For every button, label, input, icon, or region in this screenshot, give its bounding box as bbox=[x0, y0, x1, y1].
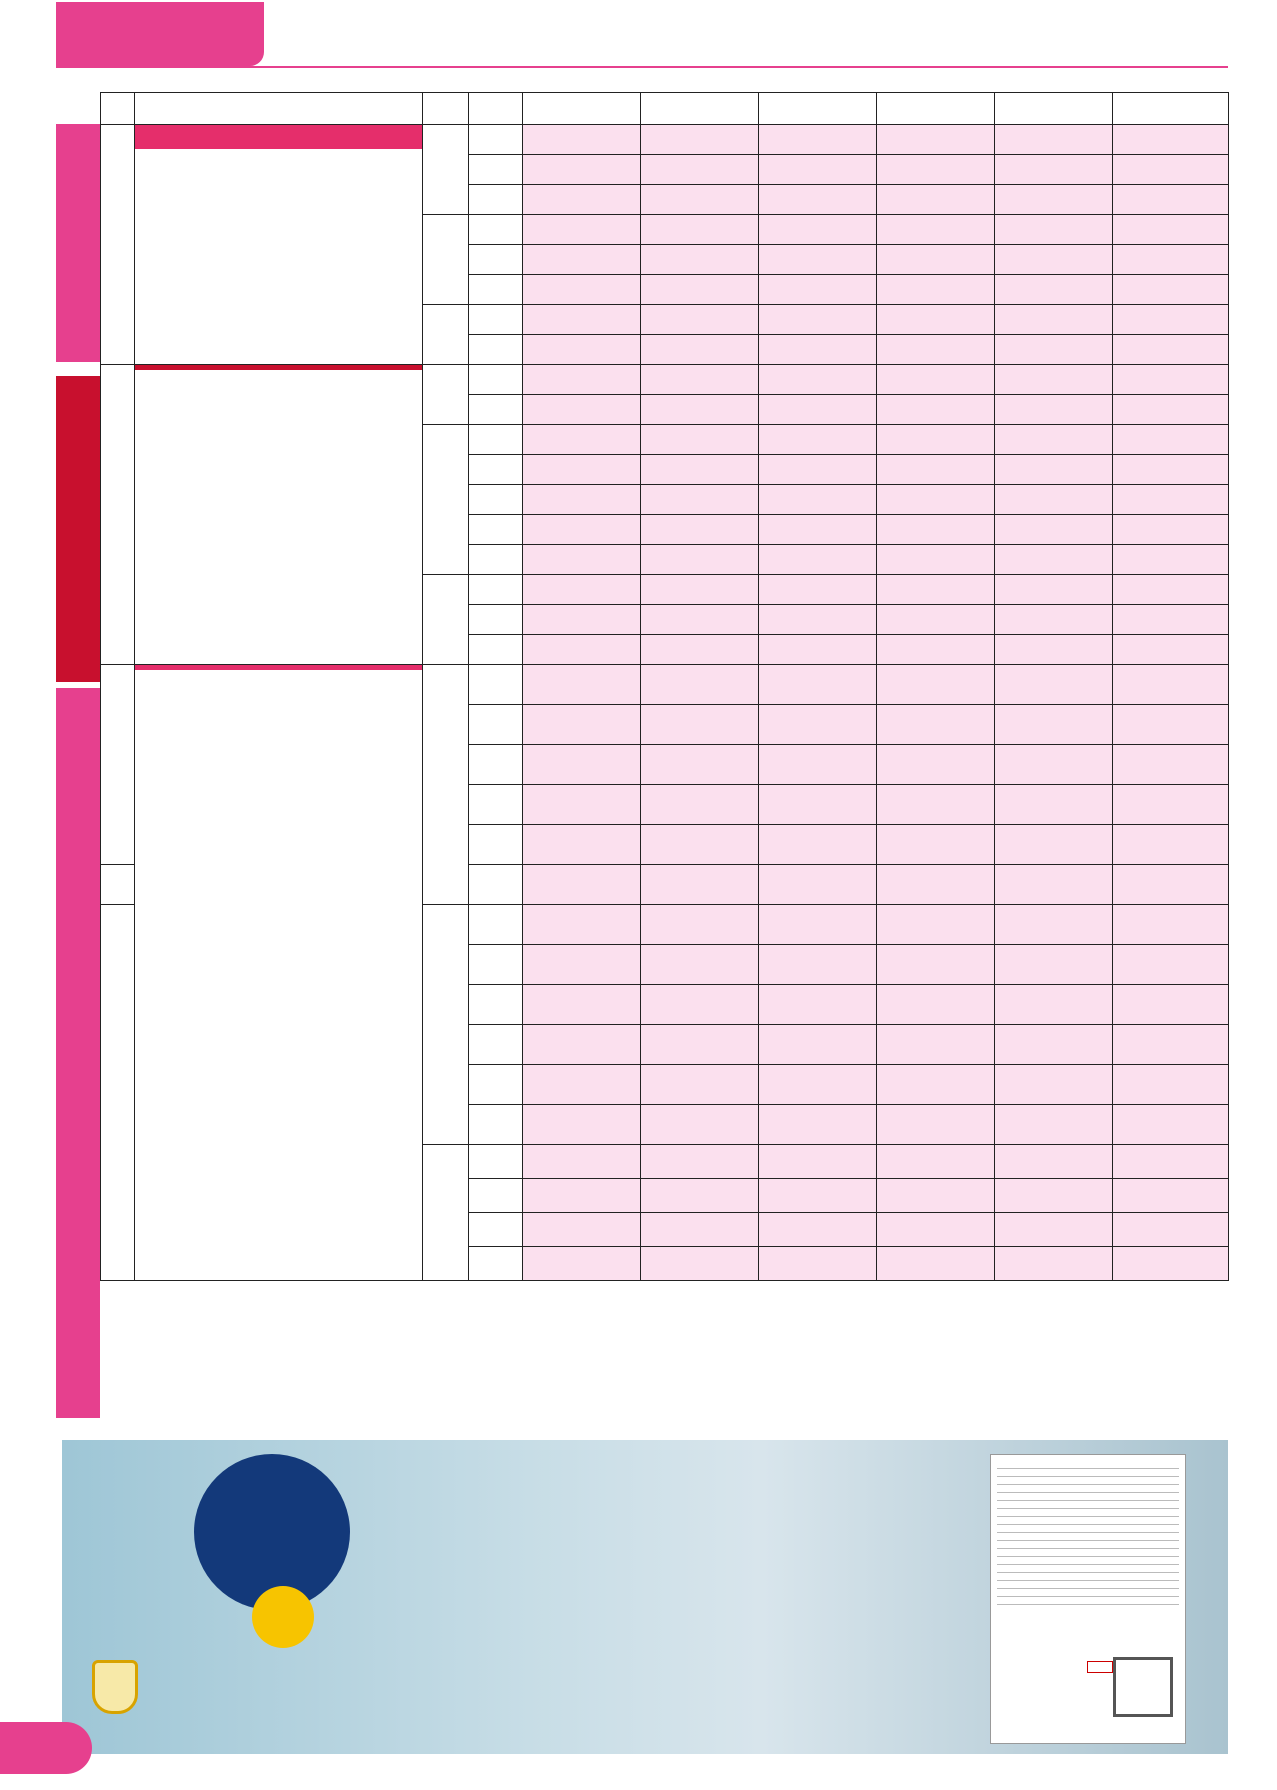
schedule-row bbox=[101, 365, 1229, 395]
doctor-cell bbox=[523, 785, 641, 825]
doctor-stamp-icon bbox=[1087, 1661, 1113, 1673]
doctor-cell bbox=[1113, 1145, 1229, 1179]
doctor-cell bbox=[523, 665, 641, 705]
doctor-cell bbox=[759, 1105, 877, 1145]
period-cell bbox=[423, 1145, 469, 1281]
doctor-cell[interactable] bbox=[641, 985, 759, 1025]
location-cell bbox=[101, 865, 135, 905]
doctor-cell[interactable] bbox=[877, 1025, 995, 1065]
doctor-cell bbox=[641, 425, 759, 455]
room-cell bbox=[469, 1179, 523, 1213]
doctor-cell[interactable] bbox=[877, 455, 995, 485]
doctor-cell[interactable] bbox=[641, 1213, 759, 1247]
col-room bbox=[469, 93, 523, 125]
doctor-cell bbox=[759, 365, 877, 395]
period-cell bbox=[423, 425, 469, 575]
hospital-logo-icon bbox=[92, 1660, 138, 1714]
doctor-cell bbox=[1113, 705, 1229, 745]
doctor-cell[interactable] bbox=[995, 395, 1113, 425]
room-cell bbox=[469, 335, 523, 365]
doctor-cell[interactable] bbox=[995, 825, 1113, 865]
doctor-cell[interactable] bbox=[995, 1145, 1113, 1179]
doctor-cell[interactable] bbox=[877, 1105, 995, 1145]
schedule-row bbox=[101, 125, 1229, 155]
doctor-cell bbox=[523, 905, 641, 945]
doctor-cell bbox=[641, 1145, 759, 1179]
doctor-cell bbox=[1113, 425, 1229, 455]
doctor-cell bbox=[877, 275, 995, 305]
period-cell bbox=[423, 125, 469, 215]
doctor-cell bbox=[1113, 605, 1229, 635]
doctor-cell bbox=[877, 485, 995, 515]
room-cell bbox=[469, 785, 523, 825]
period-cell bbox=[423, 905, 469, 1145]
doctor-cell bbox=[995, 905, 1113, 945]
doctor-cell bbox=[1113, 245, 1229, 275]
side-label-thoracic bbox=[56, 376, 100, 682]
doctor-cell[interactable] bbox=[759, 125, 877, 155]
doctor-cell bbox=[641, 605, 759, 635]
doctor-cell[interactable] bbox=[523, 545, 641, 575]
room-cell bbox=[469, 155, 523, 185]
doctor-cell bbox=[759, 335, 877, 365]
doctor-cell[interactable] bbox=[877, 185, 995, 215]
dept-thor bbox=[135, 365, 423, 665]
room-cell bbox=[469, 575, 523, 605]
doctor-cell[interactable] bbox=[995, 515, 1113, 545]
doctor-cell[interactable] bbox=[641, 245, 759, 275]
doctor-cell[interactable] bbox=[641, 745, 759, 785]
doctor-cell bbox=[641, 825, 759, 865]
doctor-cell[interactable] bbox=[641, 785, 759, 825]
doctor-cell[interactable] bbox=[523, 1179, 641, 1213]
doctor-cell[interactable] bbox=[995, 745, 1113, 785]
doctor-cell bbox=[995, 305, 1113, 335]
header-divider bbox=[56, 66, 1228, 68]
room-cell bbox=[469, 395, 523, 425]
doctor-cell bbox=[641, 305, 759, 335]
doctor-cell[interactable] bbox=[523, 305, 641, 335]
doctor-cell[interactable] bbox=[995, 275, 1113, 305]
doctor-cell[interactable] bbox=[759, 1213, 877, 1247]
doctor-cell bbox=[1113, 905, 1229, 945]
doctor-cell[interactable] bbox=[641, 1247, 759, 1281]
doctor-cell bbox=[877, 545, 995, 575]
doctor-cell[interactable] bbox=[759, 185, 877, 215]
doctor-cell[interactable] bbox=[995, 1025, 1113, 1065]
doctor-cell[interactable] bbox=[759, 1065, 877, 1105]
doctor-cell[interactable] bbox=[995, 945, 1113, 985]
doctor-cell[interactable] bbox=[523, 825, 641, 865]
table-header-row bbox=[101, 93, 1229, 125]
doctor-cell[interactable] bbox=[759, 905, 877, 945]
dept-description bbox=[135, 670, 422, 930]
doctor-cell[interactable] bbox=[759, 245, 877, 275]
doctor-cell bbox=[1113, 125, 1229, 155]
doctor-cell[interactable] bbox=[759, 395, 877, 425]
doctor-cell[interactable] bbox=[877, 1065, 995, 1105]
doctor-cell[interactable] bbox=[523, 365, 641, 395]
doctor-cell bbox=[523, 485, 641, 515]
doctor-cell[interactable] bbox=[641, 1025, 759, 1065]
doctor-cell bbox=[1113, 155, 1229, 185]
location-cell bbox=[101, 905, 135, 1281]
doctor-cell[interactable] bbox=[523, 185, 641, 215]
doctor-cell[interactable] bbox=[759, 825, 877, 865]
doctor-cell[interactable] bbox=[759, 515, 877, 545]
schedule-row bbox=[101, 665, 1229, 705]
col-thu bbox=[877, 93, 995, 125]
room-cell bbox=[469, 125, 523, 155]
doctor-cell bbox=[1113, 1065, 1229, 1105]
doctor-cell[interactable] bbox=[995, 155, 1113, 185]
room-cell bbox=[469, 745, 523, 785]
doctor-cell bbox=[1113, 865, 1229, 905]
doctor-cell[interactable] bbox=[1113, 665, 1229, 705]
doctor-cell[interactable] bbox=[523, 245, 641, 275]
dept-title-neuro bbox=[135, 125, 422, 149]
doctor-cell[interactable] bbox=[641, 485, 759, 515]
doctor-cell[interactable] bbox=[877, 945, 995, 985]
campus-badge bbox=[56, 2, 264, 66]
col-tue bbox=[641, 93, 759, 125]
doctor-cell bbox=[1113, 515, 1229, 545]
doctor-cell bbox=[1113, 1213, 1229, 1247]
doctor-cell[interactable] bbox=[759, 945, 877, 985]
period-cell bbox=[423, 365, 469, 425]
doctor-cell bbox=[995, 785, 1113, 825]
doctor-cell bbox=[1113, 365, 1229, 395]
doctor-cell[interactable] bbox=[877, 745, 995, 785]
doctor-cell bbox=[877, 1247, 995, 1281]
doctor-cell[interactable] bbox=[995, 635, 1113, 665]
doctor-cell[interactable] bbox=[995, 245, 1113, 275]
doctor-cell[interactable] bbox=[641, 865, 759, 905]
doctor-cell[interactable] bbox=[641, 945, 759, 985]
doctor-cell bbox=[1113, 485, 1229, 515]
room-cell bbox=[469, 455, 523, 485]
doctor-cell bbox=[759, 605, 877, 635]
doctor-cell bbox=[759, 425, 877, 455]
hospital-seal-icon bbox=[1113, 1657, 1173, 1717]
doctor-cell bbox=[641, 1065, 759, 1105]
doctor-cell[interactable] bbox=[641, 575, 759, 605]
doctor-cell[interactable] bbox=[877, 125, 995, 155]
room-cell bbox=[469, 1213, 523, 1247]
room-cell bbox=[469, 605, 523, 635]
doctor-cell bbox=[523, 1065, 641, 1105]
doctor-cell bbox=[877, 365, 995, 395]
col-sat bbox=[1113, 93, 1229, 125]
doctor-cell bbox=[523, 335, 641, 365]
schedule-table bbox=[100, 92, 1229, 1281]
doctor-cell bbox=[995, 425, 1113, 455]
doctor-cell bbox=[523, 1105, 641, 1145]
col-period bbox=[423, 93, 469, 125]
room-cell bbox=[469, 635, 523, 665]
period-cell bbox=[423, 665, 469, 905]
room-cell bbox=[469, 215, 523, 245]
room-cell bbox=[469, 945, 523, 985]
doctor-cell[interactable] bbox=[995, 665, 1113, 705]
doctor-cell[interactable] bbox=[877, 155, 995, 185]
location-cell bbox=[101, 665, 135, 865]
room-cell bbox=[469, 665, 523, 705]
doctor-cell[interactable] bbox=[523, 1247, 641, 1281]
doctor-cell bbox=[641, 215, 759, 245]
doctor-cell bbox=[759, 575, 877, 605]
doctor-cell bbox=[641, 1179, 759, 1213]
doctor-cell bbox=[523, 275, 641, 305]
room-cell bbox=[469, 275, 523, 305]
doctor-cell bbox=[759, 865, 877, 905]
doctor-cell bbox=[995, 1105, 1113, 1145]
doctor-cell[interactable] bbox=[759, 275, 877, 305]
doctor-cell[interactable] bbox=[1113, 185, 1229, 215]
doctor-cell[interactable] bbox=[759, 985, 877, 1025]
doctor-cell[interactable] bbox=[877, 1145, 995, 1179]
doctor-cell bbox=[1113, 575, 1229, 605]
col-fri bbox=[995, 93, 1113, 125]
dept-description bbox=[135, 149, 422, 214]
doctor-cell bbox=[995, 1213, 1113, 1247]
doctor-cell bbox=[995, 455, 1113, 485]
doctor-cell bbox=[1113, 545, 1229, 575]
doctor-cell[interactable] bbox=[877, 515, 995, 545]
doctor-cell bbox=[1113, 455, 1229, 485]
dept-ob bbox=[135, 665, 423, 1281]
doctor-cell[interactable] bbox=[641, 125, 759, 155]
room-cell bbox=[469, 705, 523, 745]
doctor-cell[interactable] bbox=[641, 155, 759, 185]
doctor-cell bbox=[995, 1179, 1113, 1213]
location-cell bbox=[101, 125, 135, 365]
doctor-cell[interactable] bbox=[877, 905, 995, 945]
doctor-cell[interactable] bbox=[523, 605, 641, 635]
doctor-cell[interactable] bbox=[759, 1179, 877, 1213]
doctor-cell[interactable] bbox=[877, 1213, 995, 1247]
doctor-cell bbox=[759, 155, 877, 185]
doctor-cell[interactable] bbox=[995, 1247, 1113, 1281]
doctor-cell[interactable] bbox=[523, 945, 641, 985]
doctor-cell bbox=[1113, 945, 1229, 985]
doctor-cell[interactable] bbox=[759, 705, 877, 745]
doctor-cell[interactable] bbox=[877, 635, 995, 665]
doctor-cell bbox=[1113, 335, 1229, 365]
doctor-cell bbox=[1113, 215, 1229, 245]
doctor-cell bbox=[995, 365, 1113, 395]
doctor-cell bbox=[523, 155, 641, 185]
certificate-image bbox=[990, 1454, 1186, 1744]
doctor-cell[interactable] bbox=[759, 1247, 877, 1281]
doctor-cell[interactable] bbox=[523, 1025, 641, 1065]
doctor-cell[interactable] bbox=[641, 185, 759, 215]
doctor-cell[interactable] bbox=[995, 185, 1113, 215]
doctor-cell[interactable] bbox=[759, 1145, 877, 1179]
doctor-cell[interactable] bbox=[641, 1105, 759, 1145]
doctor-cell[interactable] bbox=[523, 985, 641, 1025]
doctor-cell[interactable] bbox=[641, 665, 759, 705]
doctor-cell bbox=[995, 545, 1113, 575]
doctor-cell bbox=[995, 865, 1113, 905]
doctor-cell[interactable] bbox=[523, 395, 641, 425]
doctor-cell bbox=[523, 455, 641, 485]
doctor-cell bbox=[641, 365, 759, 395]
doctor-cell[interactable] bbox=[759, 305, 877, 335]
doctor-cell bbox=[877, 335, 995, 365]
doctor-cell[interactable] bbox=[523, 635, 641, 665]
room-cell bbox=[469, 825, 523, 865]
doctor-cell[interactable] bbox=[759, 635, 877, 665]
doctor-cell[interactable] bbox=[641, 905, 759, 945]
doctor-cell[interactable] bbox=[759, 785, 877, 825]
room-cell bbox=[469, 425, 523, 455]
doctor-cell bbox=[877, 605, 995, 635]
doctor-cell[interactable] bbox=[523, 1213, 641, 1247]
doctor-cell[interactable] bbox=[641, 635, 759, 665]
doctor-cell[interactable] bbox=[877, 215, 995, 245]
room-cell bbox=[469, 485, 523, 515]
doctor-cell[interactable] bbox=[995, 705, 1113, 745]
col-location bbox=[101, 93, 135, 125]
doctor-cell[interactable] bbox=[523, 515, 641, 545]
doctor-cell bbox=[759, 215, 877, 245]
doctor-cell bbox=[877, 305, 995, 335]
doctor-cell[interactable] bbox=[995, 1065, 1113, 1105]
room-cell bbox=[469, 1065, 523, 1105]
col-wed bbox=[759, 93, 877, 125]
room-cell bbox=[469, 865, 523, 905]
doctor-cell bbox=[1113, 275, 1229, 305]
room-cell bbox=[469, 365, 523, 395]
period-cell bbox=[423, 575, 469, 665]
doctor-cell bbox=[759, 455, 877, 485]
doctor-cell bbox=[759, 665, 877, 705]
doctor-cell[interactable] bbox=[877, 705, 995, 745]
doctor-cell bbox=[995, 575, 1113, 605]
doctor-cell[interactable] bbox=[641, 515, 759, 545]
doctor-cell[interactable] bbox=[523, 425, 641, 455]
doctor-cell[interactable] bbox=[877, 665, 995, 705]
doctor-cell[interactable] bbox=[523, 125, 641, 155]
doctor-cell bbox=[523, 575, 641, 605]
doctor-cell bbox=[1113, 745, 1229, 785]
room-cell bbox=[469, 545, 523, 575]
doctor-cell bbox=[1113, 395, 1229, 425]
room-cell bbox=[469, 1145, 523, 1179]
period-cell bbox=[423, 215, 469, 305]
doctor-cell[interactable] bbox=[641, 395, 759, 425]
doctor-cell bbox=[759, 745, 877, 785]
location-cell bbox=[101, 365, 135, 665]
room-cell bbox=[469, 985, 523, 1025]
page-number bbox=[0, 1722, 92, 1774]
doctor-cell[interactable] bbox=[523, 865, 641, 905]
doctor-cell[interactable] bbox=[523, 1145, 641, 1179]
doctor-cell bbox=[877, 245, 995, 275]
doctor-cell bbox=[995, 605, 1113, 635]
doctor-cell bbox=[1113, 1025, 1229, 1065]
doctor-cell[interactable] bbox=[641, 705, 759, 745]
doctor-cell[interactable] bbox=[641, 275, 759, 305]
banner-date bbox=[194, 1454, 350, 1610]
room-cell bbox=[469, 905, 523, 945]
banner-start bbox=[252, 1586, 314, 1648]
doctor-cell bbox=[1113, 1179, 1229, 1213]
doctor-cell[interactable] bbox=[877, 825, 995, 865]
doctor-cell[interactable] bbox=[641, 335, 759, 365]
room-cell bbox=[469, 245, 523, 275]
room-cell bbox=[469, 1247, 523, 1281]
doctor-cell bbox=[1113, 1247, 1229, 1281]
doctor-cell[interactable] bbox=[759, 485, 877, 515]
side-label-obgyn bbox=[56, 688, 100, 1418]
doctor-cell[interactable] bbox=[1113, 785, 1229, 825]
side-label-neuro bbox=[56, 124, 100, 362]
doctor-cell bbox=[877, 785, 995, 825]
doctor-cell bbox=[1113, 825, 1229, 865]
doctor-cell bbox=[1113, 985, 1229, 1025]
doctor-cell[interactable] bbox=[523, 705, 641, 745]
doctor-cell bbox=[1113, 635, 1229, 665]
doctor-cell bbox=[877, 575, 995, 605]
doctor-cell bbox=[877, 865, 995, 905]
dept-neuro bbox=[135, 125, 423, 365]
dept-description bbox=[135, 370, 422, 378]
doctor-cell bbox=[877, 1179, 995, 1213]
doctor-cell[interactable] bbox=[523, 215, 641, 245]
room-cell bbox=[469, 185, 523, 215]
doctor-cell[interactable] bbox=[523, 745, 641, 785]
room-cell bbox=[469, 1025, 523, 1065]
doctor-cell bbox=[995, 485, 1113, 515]
doctor-cell bbox=[759, 545, 877, 575]
room-cell bbox=[469, 305, 523, 335]
room-cell bbox=[469, 515, 523, 545]
doctor-cell bbox=[641, 455, 759, 485]
doctor-cell bbox=[1113, 305, 1229, 335]
doctor-cell bbox=[1113, 1105, 1229, 1145]
doctor-cell[interactable] bbox=[877, 395, 995, 425]
period-cell bbox=[423, 305, 469, 365]
doctor-cell[interactable] bbox=[995, 125, 1113, 155]
doctor-cell bbox=[995, 215, 1113, 245]
doctor-cell bbox=[995, 335, 1113, 365]
doctor-cell[interactable] bbox=[877, 985, 995, 1025]
doctor-cell[interactable] bbox=[995, 985, 1113, 1025]
col-mon bbox=[523, 93, 641, 125]
doctor-cell bbox=[641, 545, 759, 575]
col-department bbox=[135, 93, 423, 125]
announcement-banner bbox=[62, 1440, 1228, 1754]
doctor-cell[interactable] bbox=[759, 1025, 877, 1065]
room-cell bbox=[469, 1105, 523, 1145]
doctor-cell bbox=[877, 425, 995, 455]
